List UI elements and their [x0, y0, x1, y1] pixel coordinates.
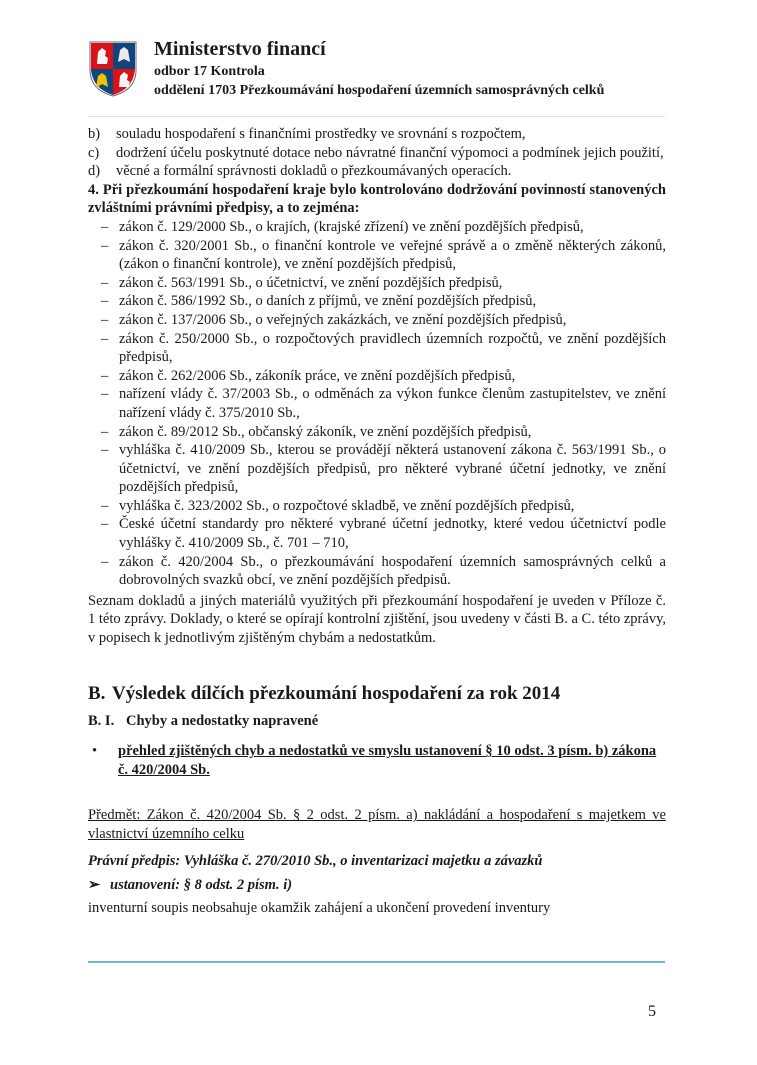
law-item: – vyhláška č. 323/2002 Sb., o rozpočtové skladbě, ve znění pozdějších předpisů,	[101, 497, 575, 514]
law-item: – zákon č. 129/2000 Sb., o krajích, (krajské zřízení) ve znění pozdějších předpisů,	[101, 218, 584, 235]
arrow-bullet-icon: ➢	[88, 877, 101, 894]
summary-paragraph: Seznam dokladů a jiných materiálů využitých při přezkoumání hospodaření je uveden v Příloze č. 1 této zprávy. Doklady, o které se opírají kontrolní zjištění, jsou uvedeny v části B. a C. této zprávy, v popisech k jednotlivým zjištěným chybám a nedostatkům.	[88, 592, 666, 647]
finding-text: inventurní soupis neobsahuje okamžik zahájení a ukončení provedení inventury	[88, 899, 551, 916]
findings-overview-bullet: • přehled zjištěných chyb a nedostatků ve smyslu ustanovení § 10 odst. 3 písm. b) zákona č. 420/2004 Sb.	[92, 743, 657, 778]
law-item: – zákon č. 420/2004 Sb., o přezkoumávání hospodaření územních samosprávných celků a dobrovolných svazků obcí, ve znění pozdějších předpisů.	[101, 553, 666, 589]
list-item: d) věcné a formální správnosti dokladů o přezkoumávaných operacích.	[88, 163, 512, 180]
law-item: – České účetní standardy pro některé vybrané účetní jednotky, které vedou účetnictví podle vyhlášky č. 410/2009 Sb., č. 701 – 710,	[101, 516, 666, 552]
header-divider	[88, 116, 665, 117]
law-item: – zákon č. 586/1992 Sb., o daních z příjmů, ve znění pozdějších předpisů,	[101, 293, 537, 310]
law-item: – zákon č. 563/1991 Sb., o účetnictví, ve znění pozdějších předpisů,	[101, 274, 503, 291]
page-number: 5	[648, 1003, 656, 1020]
law-item: – zákon č. 262/2006 Sb., zákoník práce, ve znění pozdějších předpisů,	[101, 367, 516, 384]
letterhead	[88, 36, 688, 116]
law-item: – zákon č. 320/2001 Sb., o finanční kontrole ve veřejné správě a o změně některých zákonů, (zákon o finanční kontrole), ve znění pozdějších předpisů,	[101, 237, 666, 273]
law-item: – zákon č. 137/2006 Sb., o veřejných zakázkách, ve znění pozdějších předpisů,	[101, 311, 567, 328]
list-item: b) souladu hospodaření s finančními prostředky ve srovnání s rozpočtem,	[88, 126, 526, 142]
section-b-i-heading: B. I. Chyby a nedostatky napravené	[88, 712, 319, 729]
document-body	[88, 125, 666, 917]
law-item: – vyhláška č. 410/2009 Sb., kterou se provádějí některá ustanovení zákona č. 563/1991 Sb., o účetnictví, ve znění pozdějších předpisů, pro některé vybrané účetní jednotky, ve znění pozdějších předpisů,	[101, 442, 666, 496]
list-item: c) dodržení účelu poskytnuté dotace nebo návratné finanční výpomoci a podmínek jejich použití,	[88, 144, 664, 161]
law-item: – nařízení vlády č. 37/2003 Sb., o odměnách za výkon funkce členům zastupitelstev, ve znění nařízení vlády č. 375/2010 Sb.,	[101, 386, 666, 421]
section-b-heading: B. Výsledek dílčích přezkoumání hospodaření za rok 2014	[88, 682, 561, 704]
subject-line: Předmět: Zákon č. 420/2004 Sb. § 2 odst. 2 písm. a) nakládání a hospodaření s majetkem ve vlastnictví územního celku	[88, 807, 666, 842]
legal-regulation-line: Právní předpis: Vyhláška č. 270/2010 Sb., o inventarizaci majetku a závazků	[88, 852, 543, 869]
bullet-icon: •	[92, 743, 98, 760]
law-item: – zákon č. 89/2012 Sb., občanský zákoník, ve znění pozdějších předpisů,	[101, 423, 532, 440]
unit-line: oddělení 1703 Přezkoumávání hospodaření územních samosprávných celků	[154, 83, 605, 98]
department-line: odbor 17 Kontrola	[154, 64, 265, 79]
czech-coat-of-arms-icon	[88, 40, 138, 98]
ministry-name: Ministerstvo financí	[154, 38, 326, 60]
provision-line: ➢ ustanovení: § 8 odst. 2 písm. i)	[88, 877, 293, 894]
footer-divider	[88, 961, 665, 963]
law-item: – zákon č. 250/2000 Sb., o rozpočtových pravidlech územních rozpočtů, ve znění pozdějších předpisů,	[101, 330, 666, 366]
section-4-heading: 4. Při přezkoumání hospodaření kraje bylo kontrolováno dodržování povinností stanovených zvláštními právními předpisy, a to zejména:	[88, 181, 666, 217]
